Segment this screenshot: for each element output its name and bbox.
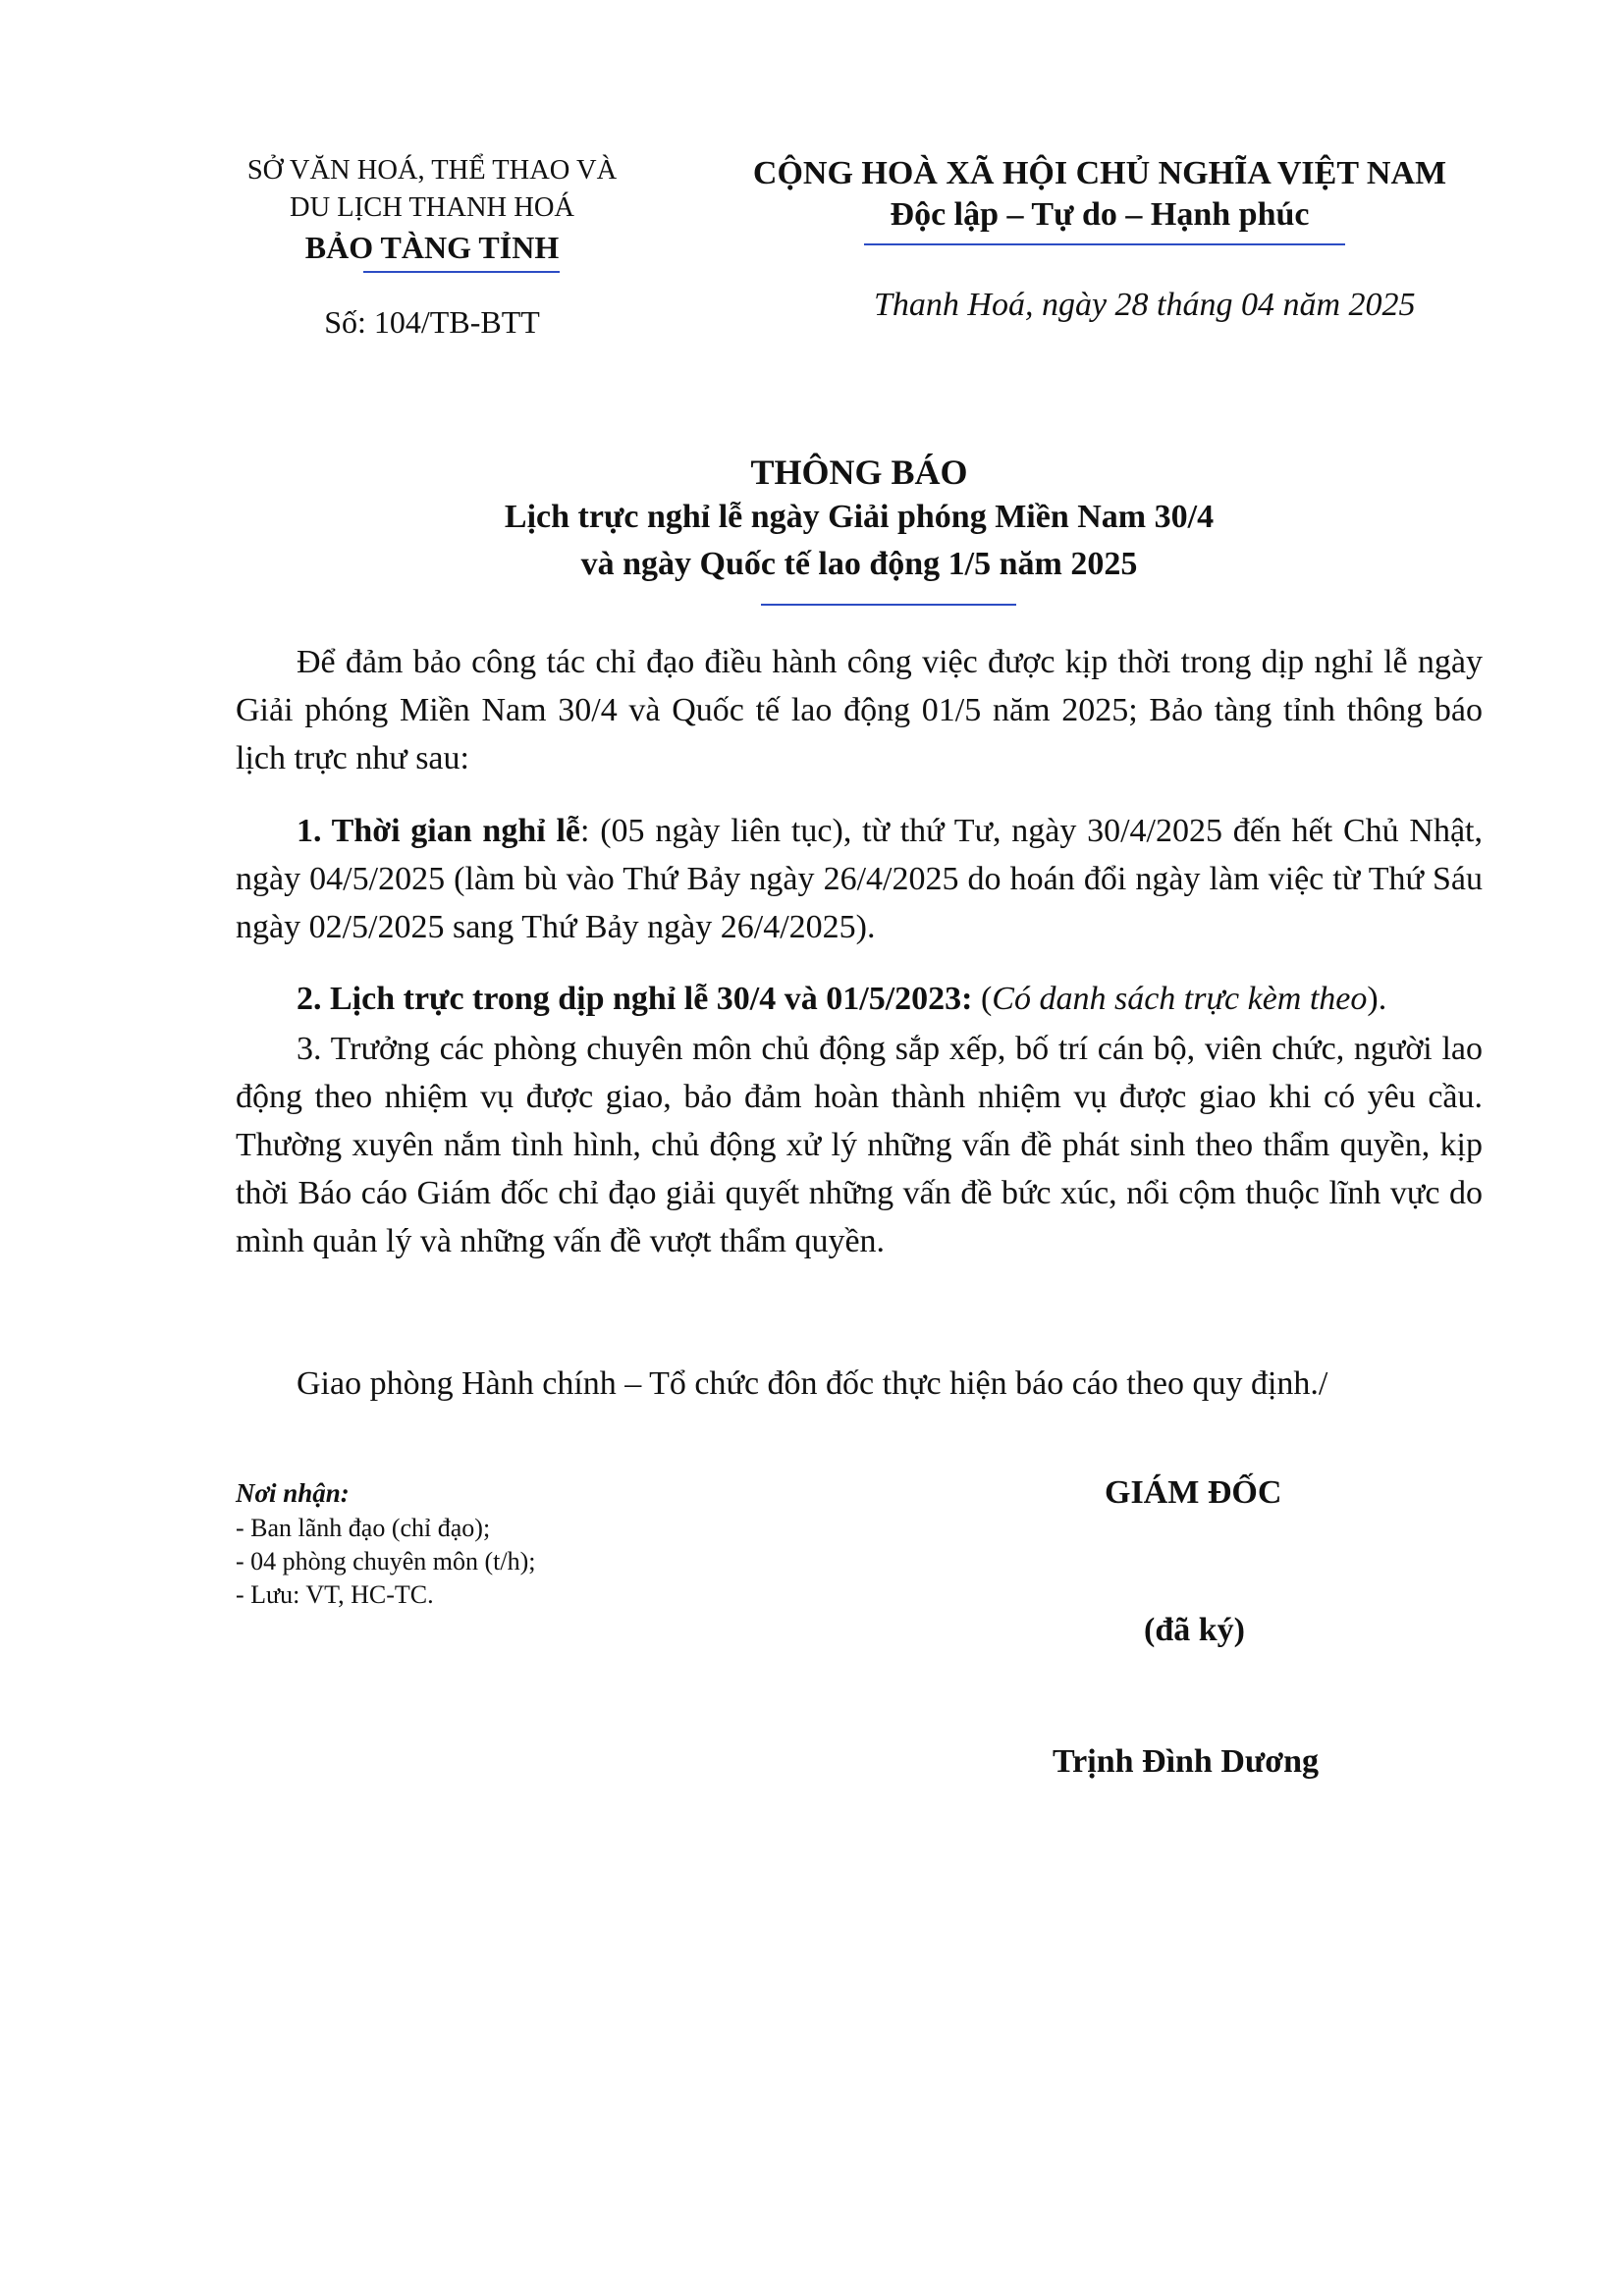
item-3-paragraph: 3. Trưởng các phòng chuyên môn chủ động sắp xếp, bố trí cán bộ, viên chức, người lao động theo nhiệm vụ được giao, bảo đảm hoàn thành nhiệm vụ được giao khi có yêu cầu. Thường xuyên nắm tình hình, chủ động xử lý những vấn đề phát sinh theo thẩm quyền, kịp thời Báo cáo Giám đốc chỉ đạo giải quyết những vấn đề bức xúc, nổi cộm thuộc lĩnh vực do mình quản lý và những vấn đề vượt thẩm quyền. bbox=[236, 1031, 1483, 1259]
document-subtitle-line1: Lịch trực nghỉ lễ ngày Giải phóng Miền Nam 30/4 bbox=[504, 499, 1215, 535]
national-motto: Độc lập – Tự do – Hạnh phúc bbox=[890, 196, 1310, 233]
organization-name: BẢO TÀNG TỈNH bbox=[304, 230, 560, 265]
document-subtitle-line2: và ngày Quốc tế lao động 1/5 năm 2025 bbox=[580, 546, 1138, 582]
item-2-note: Có danh sách trực kèm theo bbox=[992, 981, 1368, 1017]
recipients-label: Nơi nhận: bbox=[236, 1478, 350, 1508]
place-date: Thanh Hoá, ngày 28 tháng 04 năm 2025 bbox=[874, 287, 1416, 323]
org-underline bbox=[363, 271, 560, 273]
item-1-text: : (05 ngày liên tục), từ thứ Tư, ngày 30/4/2025 đến hết Chủ Nhật, ngày 04/5/2025 (làm bù vào Thứ Bảy ngày 26/4/2025 do hoán đổi ngày làm việc từ Thứ Sáu ngày 02/5/2025 sang Thứ Bảy ngày 26/4/2025). bbox=[236, 813, 1484, 945]
recipient-item: - Ban lãnh đạo (chỉ đạo); bbox=[236, 1514, 491, 1542]
document-number: Số: 104/TB-BTT bbox=[324, 304, 540, 340]
recipient-item: - 04 phòng chuyên môn (t/h); bbox=[236, 1547, 536, 1575]
motto-underline bbox=[864, 243, 1345, 245]
recipient-item: - Lưu: VT, HC-TC. bbox=[236, 1580, 434, 1609]
signer-position: GIÁM ĐỐC bbox=[1105, 1474, 1282, 1511]
nation-title: CỘNG HOÀ XÃ HỘI CHỦ NGHĨA VIỆT NAM bbox=[752, 155, 1447, 191]
intro-paragraph: Để đảm bảo công tác chỉ đạo điều hành công việc được kịp thời trong dịp nghỉ lễ ngày Giải phóng Miền Nam 30/4 và Quốc tế lao động 01/5 năm 2025; Bảo tàng tỉnh thông báo lịch trực như sau: bbox=[236, 644, 1483, 776]
closing-paragraph: Giao phòng Hành chính – Tổ chức đôn đốc thực hiện báo cáo theo quy định./ bbox=[297, 1365, 1328, 1402]
title-underline bbox=[761, 604, 1016, 606]
signer-name: Trịnh Đình Dương bbox=[1053, 1743, 1320, 1780]
agency-name-line2: DU LỊCH THANH HOÁ bbox=[290, 192, 574, 223]
agency-name-line1: SỞ VĂN HOÁ, THỂ THAO VÀ bbox=[246, 155, 618, 186]
item-2-paragraph bbox=[236, 975, 1483, 1023]
item-2-close: ). bbox=[1367, 981, 1387, 1017]
document-title: THÔNG BÁO bbox=[750, 453, 968, 492]
item-1-label: 1. Thời gian nghỉ lễ bbox=[297, 813, 581, 849]
item-1-paragraph bbox=[236, 807, 1483, 951]
item-2-label: 2. Lịch trực trong dịp nghỉ lễ 30/4 và 01/5/2023: bbox=[297, 981, 973, 1017]
signed-note: (đã ký) bbox=[1144, 1612, 1245, 1648]
item-2-open: ( bbox=[972, 981, 993, 1017]
